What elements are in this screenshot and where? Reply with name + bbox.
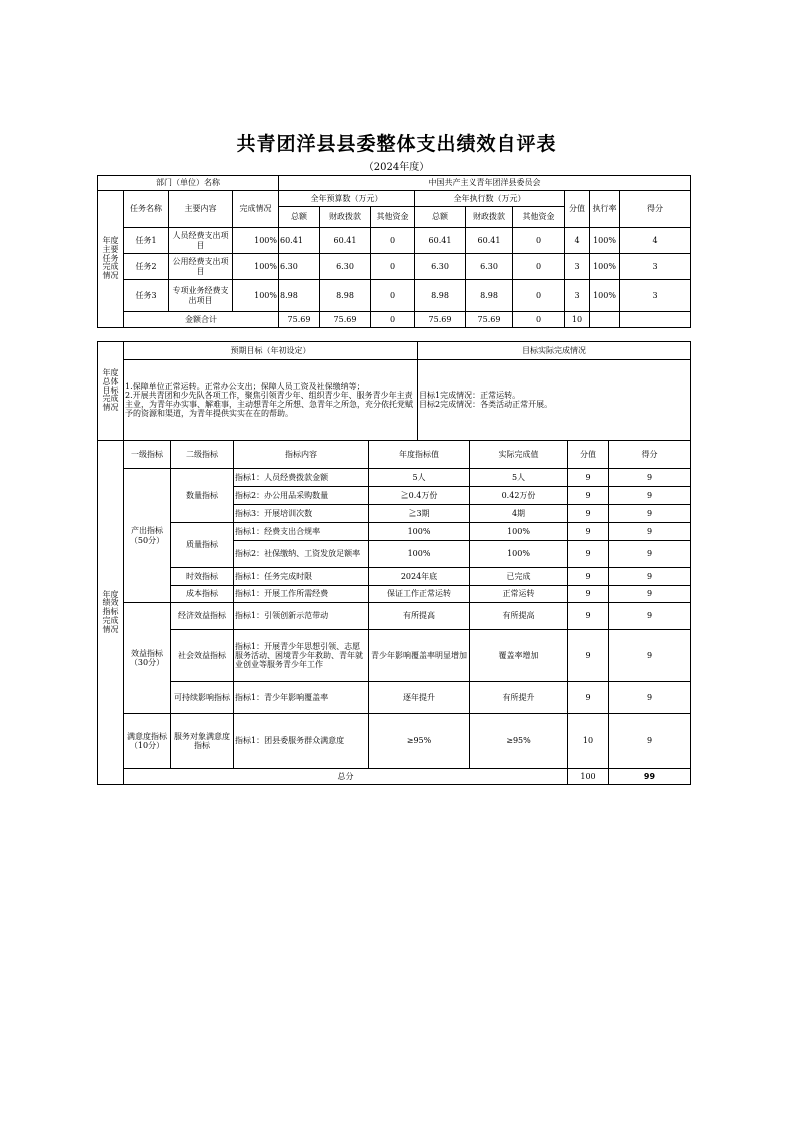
expected-goal-1: 1.保障单位正常运转。正常办公支出；保障人员工资及社保缴纳等； — [125, 381, 365, 391]
task-name: 任务1 — [124, 228, 169, 254]
indicator-value: 9 — [568, 630, 609, 682]
indicator-score: 9 — [609, 714, 691, 769]
indicator-section-label: 年度绩效指标完成情况 — [98, 441, 124, 785]
indicator-target: 100% — [369, 541, 470, 568]
group-benefit: 效益指标（30分） — [124, 603, 171, 714]
goal-table — [97, 341, 691, 441]
exec-fiscal: 8.98 — [466, 280, 513, 312]
task-score: 4 — [620, 228, 691, 254]
header-score: 得分 — [609, 441, 691, 469]
indicator-actual: 5人 — [470, 469, 568, 487]
indicator-score: 9 — [609, 523, 691, 541]
sum-score-empty — [620, 312, 691, 328]
task-completion: 100% — [233, 280, 279, 312]
indicator-score: 9 — [609, 586, 691, 603]
indicator-score: 9 — [609, 603, 691, 630]
task-rate: 100% — [590, 228, 620, 254]
group-output: 产出指标（50分） — [124, 469, 171, 603]
header-level2: 二级指标 — [171, 441, 234, 469]
indicator-score: 9 — [609, 487, 691, 505]
indicator-content: 指标3：开展培训次数 — [234, 505, 369, 523]
indicator-actual: 100% — [470, 523, 568, 541]
indicator-content: 指标2：办公用品采购数量 — [234, 487, 369, 505]
header-rate: 执行率 — [590, 191, 620, 228]
header-target: 年度指标值 — [369, 441, 470, 469]
indicator-actual: 有所提高 — [470, 603, 568, 630]
sum-exec-fiscal: 75.69 — [466, 312, 513, 328]
expected-header: 预期目标（年初设定） — [124, 342, 418, 360]
task-rate: 100% — [590, 280, 620, 312]
indicator-target: 100% — [369, 523, 470, 541]
actual-goal-2: 目标2完成情况：各类活动正常开展。 — [419, 400, 553, 409]
indicator-target: 2024年底 — [369, 568, 470, 586]
total-row — [98, 769, 691, 785]
sum-value: 10 — [565, 312, 590, 328]
indicator-score: 9 — [609, 541, 691, 568]
header-exec-total: 总额 — [415, 207, 466, 228]
indicator-target: ≧3期 — [369, 505, 470, 523]
indicator-value: 9 — [568, 603, 609, 630]
header-content: 主要内容 — [169, 191, 233, 228]
indicator-content: 指标1：人员经费拨款金额 — [234, 469, 369, 487]
indicator-value: 9 — [568, 505, 609, 523]
task-row — [98, 280, 691, 312]
task-value: 4 — [565, 228, 590, 254]
indicator-content: 指标1：任务完成时限 — [234, 568, 369, 586]
actual-header: 目标实际完成情况 — [418, 342, 691, 360]
task-row — [98, 228, 691, 254]
exec-other: 0 — [513, 280, 565, 312]
sub-economic: 经济效益指标 — [171, 603, 234, 630]
indicator-row — [98, 603, 691, 630]
sub-social: 社会效益指标 — [171, 630, 234, 682]
sum-label: 金额合计 — [124, 312, 279, 328]
total-score: 99 — [609, 769, 691, 785]
indicator-actual: 覆盖率增加 — [470, 630, 568, 682]
indicator-actual: ≥95% — [470, 714, 568, 769]
task-completion: 100% — [233, 228, 279, 254]
budget-other: 0 — [371, 228, 415, 254]
indicator-content: 指标1：青少年影响覆盖率 — [234, 682, 369, 714]
header-exec-other: 其他资金 — [513, 207, 565, 228]
indicator-row — [98, 586, 691, 603]
sub-quantity: 数量指标 — [171, 469, 234, 523]
indicator-value: 9 — [568, 541, 609, 568]
header-budget: 全年预算数（万元） — [279, 191, 415, 207]
task-name: 任务2 — [124, 254, 169, 280]
header-actual: 实际完成值 — [470, 441, 568, 469]
page-subtitle: （2024年度） — [363, 162, 430, 173]
task-value: 3 — [565, 254, 590, 280]
budget-total: 60.41 — [279, 228, 320, 254]
header-content: 指标内容 — [234, 441, 369, 469]
header-level1: 一级指标 — [124, 441, 171, 469]
sub-timeliness: 时效指标 — [171, 568, 234, 586]
exec-fiscal: 6.30 — [466, 254, 513, 280]
indicator-content: 指标1：经费支出合规率 — [234, 523, 369, 541]
indicator-actual: 4期 — [470, 505, 568, 523]
task-value: 3 — [565, 280, 590, 312]
indicator-value: 9 — [568, 586, 609, 603]
indicator-value: 9 — [568, 523, 609, 541]
indicator-target: 青少年影响覆盖率明显增加 — [369, 630, 470, 682]
task-completion: 100% — [233, 254, 279, 280]
actual-goal-1: 目标1完成情况：正常运转。 — [419, 390, 521, 400]
exec-total: 6.30 — [415, 254, 466, 280]
total-label: 总分 — [124, 769, 568, 785]
sum-rate-empty — [590, 312, 620, 328]
exec-other: 0 — [513, 254, 565, 280]
indicator-row — [98, 682, 691, 714]
indicator-actual: 正常运转 — [470, 586, 568, 603]
header-exec-fiscal: 财政拨款 — [466, 207, 513, 228]
indicator-target: 逐年提升 — [369, 682, 470, 714]
indicator-row — [98, 469, 691, 487]
indicator-target: 5人 — [369, 469, 470, 487]
page-title: 共青团洋县县委整体支出绩效自评表 — [236, 133, 557, 155]
header-score-value: 分值 — [565, 191, 590, 228]
dept-value: 中国共产主义青年团洋县委员会 — [279, 176, 691, 191]
indicator-target: 保证工作正常运转 — [369, 586, 470, 603]
total-value: 100 — [568, 769, 609, 785]
indicator-actual: 100% — [470, 541, 568, 568]
indicator-value: 9 — [568, 682, 609, 714]
indicator-score: 9 — [609, 682, 691, 714]
budget-fiscal: 60.41 — [320, 228, 371, 254]
task-score: 3 — [620, 280, 691, 312]
indicator-table — [97, 440, 691, 785]
indicator-score: 9 — [609, 505, 691, 523]
indicator-content: 指标1：开展工作所需经费 — [234, 586, 369, 603]
sum-exec-other: 0 — [513, 312, 565, 328]
header-score: 得分 — [620, 191, 691, 228]
indicator-actual: 已完成 — [470, 568, 568, 586]
header-budget-other: 其他资金 — [371, 207, 415, 228]
indicator-score: 9 — [609, 630, 691, 682]
header-value: 分值 — [568, 441, 609, 469]
task-content: 公用经费支出项目 — [169, 254, 233, 280]
task-name: 任务3 — [124, 280, 169, 312]
sub-quality: 质量指标 — [171, 523, 234, 568]
indicator-target: 有所提高 — [369, 603, 470, 630]
task-content: 人员经费支出项目 — [169, 228, 233, 254]
indicator-content: 指标2：社保缴纳、工资发放足额率 — [234, 541, 369, 568]
header-exec: 全年执行数（万元） — [415, 191, 565, 207]
task-sum-row — [98, 312, 691, 328]
budget-other: 0 — [371, 254, 415, 280]
group-satisfaction: 满意度指标（10分） — [124, 714, 171, 769]
sum-budget-other: 0 — [371, 312, 415, 328]
header-task: 任务名称 — [124, 191, 169, 228]
task-row — [98, 254, 691, 280]
sum-budget-fiscal: 75.69 — [320, 312, 371, 328]
indicator-row — [98, 523, 691, 541]
sub-cost: 成本指标 — [171, 586, 234, 603]
exec-total: 60.41 — [415, 228, 466, 254]
indicator-actual: 0.42万份 — [470, 487, 568, 505]
indicator-row — [98, 630, 691, 682]
budget-total: 8.98 — [279, 280, 320, 312]
exec-other: 0 — [513, 228, 565, 254]
indicator-content: 指标1：引领创新示范带动 — [234, 603, 369, 630]
indicator-target: ≧0.4万份 — [369, 487, 470, 505]
exec-total: 8.98 — [415, 280, 466, 312]
indicator-actual: 有所提升 — [470, 682, 568, 714]
sum-exec-total: 75.69 — [415, 312, 466, 328]
sub-sustainable: 可持续影响指标 — [171, 682, 234, 714]
indicator-content: 指标1：开展青少年思想引领、志愿服务活动、困境青少年救助、青年就业创业等服务青少年工作 — [234, 630, 369, 682]
indicator-score: 9 — [609, 469, 691, 487]
expected-goals — [124, 360, 418, 441]
task-table — [97, 175, 691, 328]
goal-section-label: 年度总体目标完成情况 — [98, 342, 124, 441]
indicator-row — [98, 714, 691, 769]
sub-service: 服务对象满意度指标 — [171, 714, 234, 769]
header-completion: 完成情况 — [233, 191, 279, 228]
indicator-row — [98, 568, 691, 586]
indicator-value: 9 — [568, 469, 609, 487]
budget-fiscal: 6.30 — [320, 254, 371, 280]
sum-budget-total: 75.69 — [279, 312, 320, 328]
task-content: 专项业务经费支出项目 — [169, 280, 233, 312]
header-budget-fiscal: 财政拨款 — [320, 207, 371, 228]
header-budget-total: 总额 — [279, 207, 320, 228]
dept-label: 部门（单位）名称 — [98, 176, 279, 191]
budget-fiscal: 8.98 — [320, 280, 371, 312]
budget-total: 6.30 — [279, 254, 320, 280]
indicator-target: ≥95% — [369, 714, 470, 769]
indicator-value: 10 — [568, 714, 609, 769]
exec-fiscal: 60.41 — [466, 228, 513, 254]
indicator-score: 9 — [609, 568, 691, 586]
budget-other: 0 — [371, 280, 415, 312]
indicator-value: 9 — [568, 568, 609, 586]
actual-goals — [418, 360, 691, 441]
indicator-content: 指标1：团县委服务群众满意度 — [234, 714, 369, 769]
indicator-value: 9 — [568, 487, 609, 505]
task-rate: 100% — [590, 254, 620, 280]
task-score: 3 — [620, 254, 691, 280]
expected-goal-2: 2.开展共青团和少先队各项工作，聚焦引领青少年、组织青少年、服务青少年主责主业，为青年办实事、解难事，主动想青年之所想、急青年之所急，充分依托党赋予的资源和渠道，为青年提供实实在在的帮助。 — [125, 390, 413, 419]
task-section-label: 年度主要任务完成情况 — [98, 191, 124, 328]
